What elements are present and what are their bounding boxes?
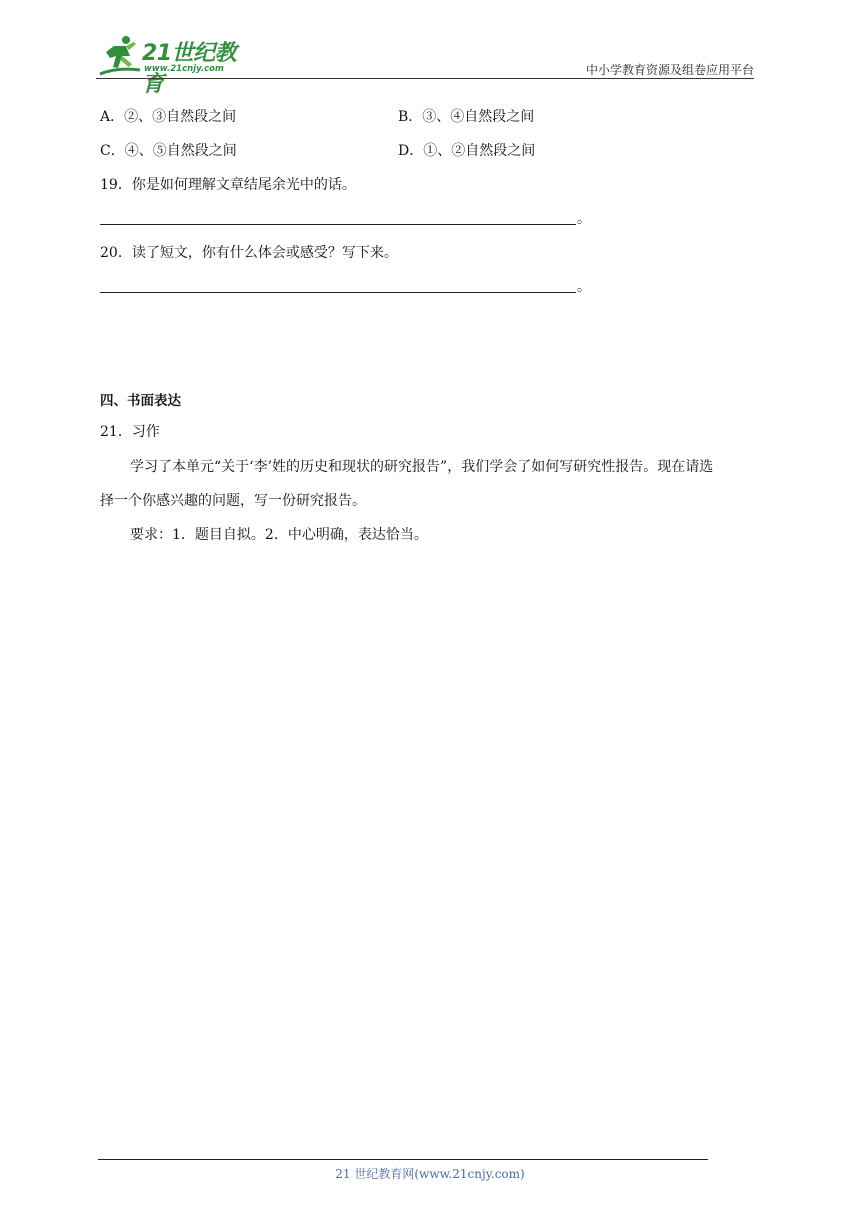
option-c: C．④、⑤自然段之间 <box>100 143 237 159</box>
q21-paragraph-1-cont: 择一个你感兴趣的问题，写一份研究报告。 <box>100 493 366 509</box>
q21-requirements: 要求：1．题目自拟。2．中心明确，表达恰当。 <box>130 527 428 543</box>
answer-line-20 <box>100 292 576 293</box>
q21-paragraph-1: 学习了本单元“关于‘李’姓的历史和现状的研究报告”，我们学会了如何写研究性报告。现在请选 <box>130 459 714 475</box>
option-a: A．②、③自然段之间 <box>100 109 237 125</box>
header-platform-name: 中小学教育资源及组卷应用平台 <box>585 63 754 77</box>
section-title: 四、书面表达 <box>100 393 181 409</box>
footer-divider <box>98 1159 708 1160</box>
answer-line-19 <box>100 224 576 225</box>
question-20: 20．读了短文，你有什么体会或感受？写下来。 <box>100 245 398 261</box>
header-divider <box>96 78 754 79</box>
question-19: 19．你是如何理解文章结尾余光中的话。 <box>100 177 356 193</box>
footer-text: 21 世纪教育网(www.21cnjy.com) <box>335 1167 525 1181</box>
logo-wordmark: 21世纪教育 <box>142 41 237 97</box>
question-21: 21．习作 <box>100 424 160 440</box>
site-logo <box>96 34 256 97</box>
runner-logo-icon <box>96 34 142 78</box>
answer-line-20-end: 。 <box>577 279 591 295</box>
option-d: D．①、②自然段之间 <box>398 143 536 159</box>
answer-line-19-end: 。 <box>577 211 591 227</box>
logo-url: www.21cnjy.com <box>144 64 224 74</box>
option-b: B．③、④自然段之间 <box>398 109 535 125</box>
